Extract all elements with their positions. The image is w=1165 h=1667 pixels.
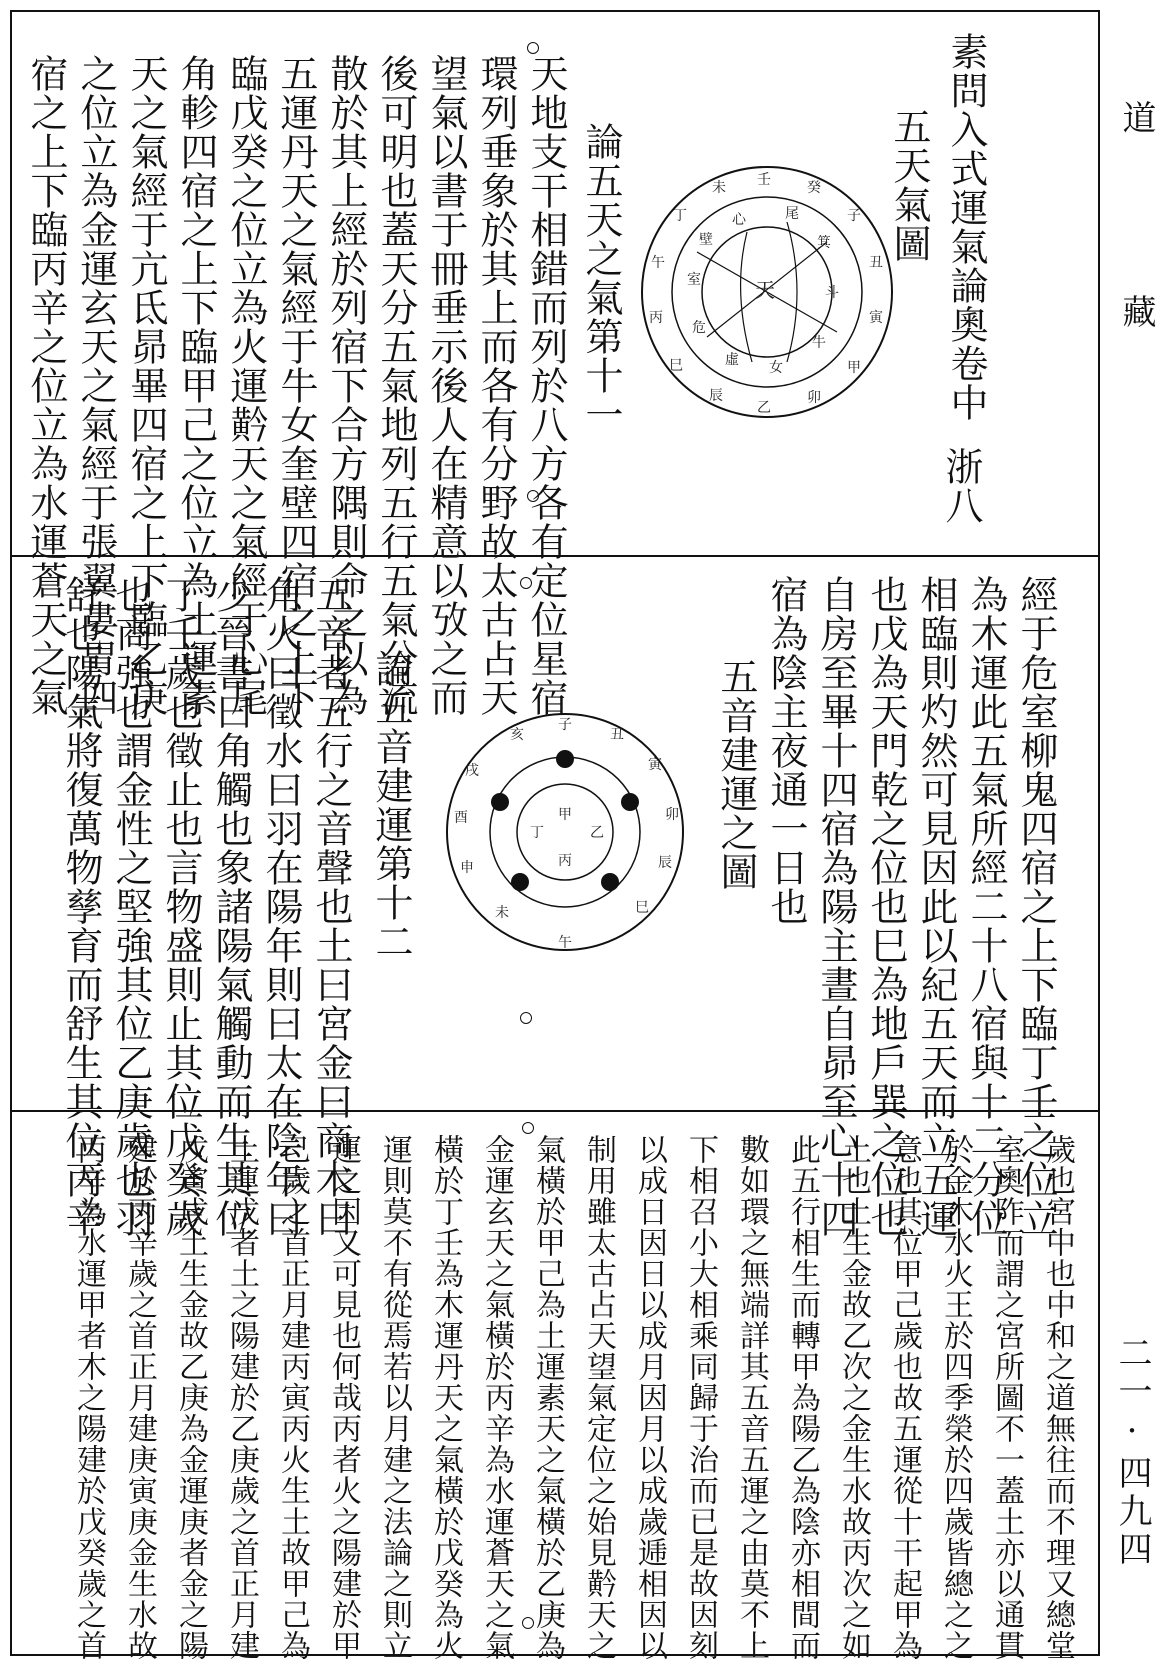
svg-text:天: 天	[755, 278, 775, 302]
book-title: 素問入式運氣論奧卷中	[944, 32, 988, 422]
panel-2	[12, 557, 1098, 1238]
text-line: 金運玄天之氣橫於丙辛為水運蒼天之氣	[479, 1134, 514, 1661]
svg-text:丑: 丑	[610, 727, 624, 743]
section-heading-five-heavens: 論五天之氣第十一	[579, 122, 623, 434]
svg-text:甲: 甲	[558, 807, 572, 823]
text-line: 以成日因日以成月因月以成歲逓相因以	[632, 1134, 667, 1661]
svg-text:丑: 丑	[869, 255, 883, 271]
text-line: 角軫四宿之上下臨甲己之位立為土運素	[174, 54, 218, 717]
svg-text:丙: 丙	[558, 853, 572, 869]
svg-text:戌: 戌	[465, 763, 479, 779]
text-line: 宿為陰主夜通一日也	[764, 575, 808, 926]
text-line: 數如環之無端詳其五音五運之由莫不上	[734, 1134, 769, 1661]
start-circle-mark	[527, 42, 539, 54]
diagram-title-five-heavens: 五天氣圖	[887, 107, 931, 263]
svg-text:女: 女	[769, 360, 783, 376]
text-line: 環列垂象於其上而各有分野故太古占天	[474, 54, 518, 717]
svg-text:申: 申	[460, 860, 474, 876]
text-line: 丙辛為水運甲者木之陽建於戊癸歲之首	[71, 1134, 106, 1661]
five-heavens-diagram	[637, 162, 897, 422]
text-line: 己歲之首正月建丙寅丙火生土故甲己為	[275, 1134, 310, 1661]
text-line: 氣橫於甲己為土運素天之氣橫於乙庚為	[530, 1134, 565, 1661]
text-line: 下相召小大相乘同歸于治而已是故因刻	[683, 1134, 718, 1661]
text-line: 土運戊者土之陽建於乙庚歲之首正月建	[224, 1134, 259, 1661]
svg-text:寅: 寅	[648, 757, 662, 773]
text-line: 也商強也謂金性之堅強其位乙庚歲也羽	[109, 575, 153, 1238]
text-line: 臨戊癸之位立為火運黅天之氣經于心尾	[224, 54, 268, 717]
text-line: 天地支干相錯而列於八方各有定位星宿	[524, 54, 568, 717]
svg-text:巳: 巳	[669, 358, 683, 374]
svg-text:甲: 甲	[847, 360, 861, 376]
text-line: 意也其位甲己歲也故五運從十干起甲為	[887, 1134, 922, 1661]
text-line: 土也土生金故乙次之金生水故丙次之如	[836, 1134, 871, 1661]
text-line: 戊寅戊土生金故乙庚為金運庚者金之陽	[173, 1134, 208, 1661]
svg-text:未: 未	[712, 180, 726, 196]
text-line: 少晉書曰角觸也象諸陽氣觸動而生其位	[209, 575, 253, 1238]
text-line: 散於其上經於列宿下合方隅則命之以為	[324, 54, 368, 717]
svg-text:午: 午	[651, 255, 665, 271]
svg-text:未: 未	[495, 905, 509, 921]
text-line: 建於丙辛歲之首正月建庚寅庚金生水故	[122, 1134, 157, 1661]
text-line: 舒也陽氣將復萬物孳育而舒生其位丙辛	[59, 575, 103, 1238]
text-line: 後可明也蓋天分五氣地列五行五氣分流	[374, 54, 418, 717]
text-line: 橫於丁壬為木運丹天之氣橫於戊癸為火	[428, 1134, 463, 1661]
page-number: 二一·四九四	[1112, 1335, 1152, 1569]
circle-mark	[520, 577, 532, 589]
text-line: 丁壬歲也徵止也言物盛則止其位戊癸歲	[159, 575, 203, 1238]
text-line: 制用雖太古占天望氣定位之始見黅天之	[581, 1134, 616, 1661]
text-line: 經于危室柳鬼四宿之上下臨丁壬之位立	[1014, 575, 1058, 1238]
text-line: 室奧阼而謂之宮所圖不一蓋土亦以通貫	[989, 1134, 1024, 1661]
text-line: 相臨則灼然可見因此以紀五天而立五運	[914, 575, 958, 1238]
text-line: 角火曰徵水曰羽在陽年則曰太在陰年曰	[259, 575, 303, 1238]
circle-mark	[520, 1012, 532, 1024]
text-line: 之位立為金運玄天之氣經于張翼婁胃四	[74, 54, 118, 717]
svg-text:危: 危	[692, 320, 706, 336]
text-line: 自房至畢十四宿為陽主晝自昴至心十四	[814, 575, 858, 1238]
collection-title: 道 藏	[1116, 100, 1156, 388]
svg-text:癸: 癸	[807, 180, 821, 196]
svg-text:卯: 卯	[807, 390, 821, 406]
svg-text:牛: 牛	[812, 335, 826, 351]
text-line: 於金木水火王於四季榮於四歲皆總之之	[938, 1134, 973, 1661]
svg-text:乙: 乙	[590, 825, 604, 841]
text-line: 運則莫不有從焉若以月建之法論之則立	[377, 1134, 412, 1661]
text-line: 望氣以書于冊垂示後人在精意以攷之而	[424, 54, 468, 717]
svg-text:尾: 尾	[785, 206, 799, 222]
svg-text:丙: 丙	[649, 310, 663, 326]
circle-mark	[522, 1617, 534, 1629]
svg-text:壁: 壁	[699, 232, 713, 248]
panel-1	[12, 12, 1098, 717]
text-line: 也戊為天門乾之位也巳為地戶巽之位也	[864, 575, 908, 1238]
text-line: 歲也宮中也中和之道無往而不理又總堂	[1040, 1134, 1075, 1661]
svg-text:辰: 辰	[709, 388, 723, 404]
svg-text:亥: 亥	[510, 727, 524, 743]
svg-text:寅: 寅	[869, 310, 883, 326]
svg-text:斗: 斗	[825, 285, 839, 301]
svg-text:壬: 壬	[757, 172, 771, 188]
section-heading-five-tones: 論五音建運第十二	[369, 649, 413, 961]
svg-text:酉: 酉	[454, 810, 468, 826]
text-line: 五運丹天之氣經于牛女奎壁四宿之上下	[274, 54, 318, 717]
text-line: 宿之上下臨丙辛之位立為水運蒼天之氣	[24, 54, 68, 717]
five-tones-diagram	[440, 707, 690, 957]
svg-text:辰: 辰	[658, 855, 672, 871]
svg-text:室: 室	[687, 272, 701, 288]
text-line: 為木運此五氣所經二十八宿與十二分位	[964, 575, 1008, 1238]
text-line: 此五行相生而轉甲為陽乙為陰亦相間而	[785, 1134, 820, 1661]
panel-3	[12, 1112, 1098, 1661]
svg-text:乙: 乙	[757, 400, 771, 416]
svg-text:虛: 虛	[725, 352, 739, 368]
page-frame	[10, 10, 1100, 1661]
diagram-title-five-tones: 五音建運之圖	[714, 657, 758, 891]
fold-mark-1: 浙八	[939, 447, 983, 525]
svg-text:心: 心	[732, 212, 746, 228]
svg-text:丁: 丁	[530, 825, 544, 841]
text-line: 運之因又可見也何哉丙者火之陽建於甲	[326, 1134, 361, 1661]
circle-mark	[522, 1122, 534, 1134]
text-line: 天之氣經于亢氐昴畢四宿之上下臨乙庚	[124, 54, 168, 717]
svg-text:丁: 丁	[673, 208, 687, 224]
svg-text:巳: 巳	[635, 900, 649, 916]
svg-text:子: 子	[558, 717, 572, 733]
svg-text:午: 午	[558, 935, 572, 951]
svg-text:子: 子	[847, 208, 861, 224]
svg-text:卯: 卯	[665, 807, 679, 823]
svg-text:箕: 箕	[817, 235, 831, 251]
text-line: 五音者五行之音聲也土曰宮金曰商木曰	[309, 575, 353, 1238]
